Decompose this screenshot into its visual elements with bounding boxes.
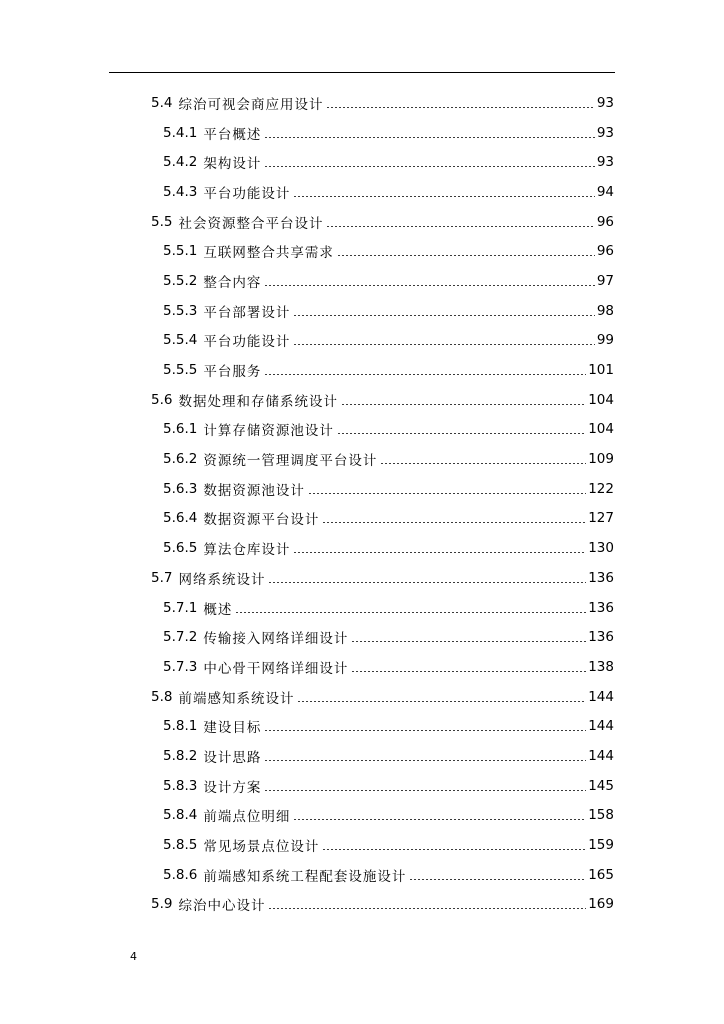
toc-entry[interactable] [0, 890, 724, 920]
toc-entry-number: 5.6.3 [163, 480, 198, 497]
toc-entry-page: 93 [596, 94, 614, 111]
toc-dot-leader [409, 879, 586, 880]
toc-entry-title: 传输接入网络详细设计 [203, 631, 349, 648]
toc-entry-page: 97 [596, 272, 614, 289]
toc-entry[interactable] [0, 177, 724, 207]
toc-entry-number: 5.7.3 [163, 658, 198, 675]
toc-entry-title: 数据处理和存储系统设计 [178, 393, 338, 410]
toc-dot-leader [337, 433, 586, 434]
toc-entry-title: 社会资源整合平台设计 [178, 215, 324, 232]
toc-entry-title: 建设目标 [203, 720, 262, 737]
toc-entry-page: 98 [596, 302, 614, 319]
toc-entry-title: 互联网整合共享需求 [203, 245, 334, 262]
toc-entry-title: 设计思路 [203, 749, 262, 766]
toc-entry[interactable] [0, 771, 724, 801]
toc-entry-number: 5.6.2 [163, 451, 198, 468]
toc-dot-leader [268, 908, 586, 909]
page-number: 4 [130, 950, 137, 963]
toc-dot-leader [264, 374, 586, 375]
toc-dot-leader [293, 344, 594, 345]
toc-entry-number: 5.7.1 [163, 599, 198, 616]
toc-entry[interactable] [0, 385, 724, 415]
toc-entry-number: 5.5.1 [163, 243, 198, 260]
toc-entry-number: 5.7 [151, 569, 173, 586]
toc-entry-title: 网络系统设计 [178, 571, 266, 588]
toc-dot-leader [264, 137, 594, 138]
toc-dot-leader [264, 730, 586, 731]
toc-entry-title: 设计方案 [203, 779, 262, 796]
toc-entry[interactable] [0, 236, 724, 266]
toc-dot-leader [293, 819, 586, 820]
toc-dot-leader [322, 522, 586, 523]
header-rule [109, 72, 615, 73]
toc-entry-page: 144 [588, 747, 614, 764]
toc-entry-page: 144 [588, 688, 614, 705]
toc-entry[interactable] [0, 326, 724, 356]
toc-entry-number: 5.5 [151, 213, 173, 230]
toc-entry-title: 综治可视会商应用设计 [178, 96, 324, 113]
toc-entry-number: 5.8.5 [163, 837, 198, 854]
toc-entry-title: 平台功能设计 [203, 334, 291, 351]
toc-entry-number: 5.5.2 [163, 272, 198, 289]
toc-entry[interactable] [0, 711, 724, 741]
toc-entry-title: 数据资源池设计 [203, 482, 305, 499]
toc-entry[interactable] [0, 444, 724, 474]
toc-entry[interactable] [0, 415, 724, 445]
toc-entry-page: 145 [588, 777, 614, 794]
toc-dot-leader [326, 107, 594, 108]
toc-entry-page: 136 [588, 629, 614, 646]
toc-entry[interactable] [0, 622, 724, 652]
toc-dot-leader [341, 404, 586, 405]
toc-entry-number: 5.8.3 [163, 777, 198, 794]
toc-entry-number: 5.8 [151, 688, 173, 705]
toc-entry-number: 5.8.6 [163, 866, 198, 883]
toc-entry-page: 96 [596, 243, 614, 260]
toc-entry[interactable] [0, 118, 724, 148]
toc-entry-title: 综治中心设计 [178, 898, 266, 915]
toc-entry-page: 136 [588, 569, 614, 586]
toc-entry-number: 5.4 [151, 94, 173, 111]
toc-entry[interactable] [0, 652, 724, 682]
toc-entry-page: 99 [596, 332, 614, 349]
toc-entry-number: 5.5.5 [163, 362, 198, 379]
toc-entry-number: 5.6.4 [163, 510, 198, 527]
toc-entry-number: 5.5.4 [163, 332, 198, 349]
toc-entry[interactable] [0, 593, 724, 623]
toc-entry-page: 169 [588, 896, 614, 913]
toc-entry-number: 5.4.2 [163, 154, 198, 171]
toc-entry-page: 127 [588, 510, 614, 527]
toc-entry-page: 144 [588, 718, 614, 735]
toc-dot-leader [293, 552, 586, 553]
toc-entry-title: 前端感知系统工程配套设施设计 [203, 868, 407, 885]
toc-dot-leader [351, 641, 586, 642]
toc-entry-title: 平台功能设计 [203, 185, 291, 202]
toc-dot-leader [308, 493, 586, 494]
toc-entry-page: 93 [596, 154, 614, 171]
toc-dot-leader [235, 612, 586, 613]
toc-entry-number: 5.6.5 [163, 540, 198, 557]
toc-entry-number: 5.8.1 [163, 718, 198, 735]
toc-dot-leader [264, 760, 586, 761]
toc-entry-page: 138 [588, 658, 614, 675]
toc-dot-leader [297, 701, 586, 702]
toc-entry-page: 96 [596, 213, 614, 230]
toc-entry-title: 中心骨干网络详细设计 [203, 660, 349, 677]
toc-dot-leader [351, 671, 586, 672]
toc-entry-number: 5.8.4 [163, 807, 198, 824]
toc-entry[interactable] [0, 830, 724, 860]
toc-entry-page: 101 [588, 362, 614, 379]
toc-entry-title: 算法仓库设计 [203, 542, 291, 559]
toc-entry-title: 整合内容 [203, 274, 262, 291]
toc-entry-number: 5.4.1 [163, 124, 198, 141]
toc-entry-page: 104 [588, 421, 614, 438]
toc-dot-leader [293, 315, 594, 316]
toc-entry-title: 前端感知系统设计 [178, 690, 295, 707]
toc-entry[interactable] [0, 266, 724, 296]
toc-entry[interactable] [0, 682, 724, 712]
toc-entry[interactable] [0, 741, 724, 771]
toc-entry[interactable] [0, 207, 724, 237]
toc-entry-page: 104 [588, 391, 614, 408]
toc-entry-number: 5.9 [151, 896, 173, 913]
toc-dot-leader [264, 166, 594, 167]
toc-entry[interactable] [0, 355, 724, 385]
toc-entry[interactable] [0, 474, 724, 504]
toc-entry-title: 平台服务 [203, 364, 262, 381]
toc-entry[interactable] [0, 504, 724, 534]
toc-entry[interactable] [0, 563, 724, 593]
toc-entry-page: 165 [588, 866, 614, 883]
toc-dot-leader [293, 196, 594, 197]
toc-dot-leader [322, 849, 586, 850]
toc-entry-title: 常见场景点位设计 [203, 839, 320, 856]
toc-entry-number: 5.8.2 [163, 747, 198, 764]
toc-entry-page: 93 [596, 124, 614, 141]
toc-dot-leader [268, 582, 586, 583]
toc-entry-page: 94 [596, 183, 614, 200]
toc-entry-title: 平台部署设计 [203, 304, 291, 321]
toc-entry-number: 5.7.2 [163, 629, 198, 646]
toc-dot-leader [337, 255, 595, 256]
toc-entry-title: 前端点位明细 [203, 809, 291, 826]
toc-entry-page: 158 [588, 807, 614, 824]
toc-entry-title: 平台概述 [203, 126, 262, 143]
toc-entry-title: 计算存储资源池设计 [203, 423, 334, 440]
toc-dot-leader [264, 790, 586, 791]
toc-entry-page: 136 [588, 599, 614, 616]
toc-entry-number: 5.6.1 [163, 421, 198, 438]
toc-entry-title: 架构设计 [203, 156, 262, 173]
toc-entry-page: 130 [588, 540, 614, 557]
toc-entry-page: 109 [588, 451, 614, 468]
toc-dot-leader [326, 226, 594, 227]
toc-entry-title: 概述 [203, 601, 233, 618]
toc-entry-number: 5.6 [151, 391, 173, 408]
toc-entry-number: 5.5.3 [163, 302, 198, 319]
toc-entry-number: 5.4.3 [163, 183, 198, 200]
toc-entry[interactable] [0, 533, 724, 563]
toc-entry-title: 资源统一管理调度平台设计 [203, 453, 378, 470]
toc-entry[interactable] [0, 88, 724, 118]
toc-entry[interactable] [0, 860, 724, 890]
toc-entry[interactable] [0, 147, 724, 177]
toc-entry-page: 159 [588, 837, 614, 854]
toc-dot-leader [264, 285, 594, 286]
table-of-contents [0, 88, 724, 919]
toc-entry-title: 数据资源平台设计 [203, 512, 320, 529]
toc-entry[interactable] [0, 296, 724, 326]
toc-dot-leader [380, 463, 586, 464]
toc-entry-page: 122 [588, 480, 614, 497]
toc-entry[interactable] [0, 801, 724, 831]
